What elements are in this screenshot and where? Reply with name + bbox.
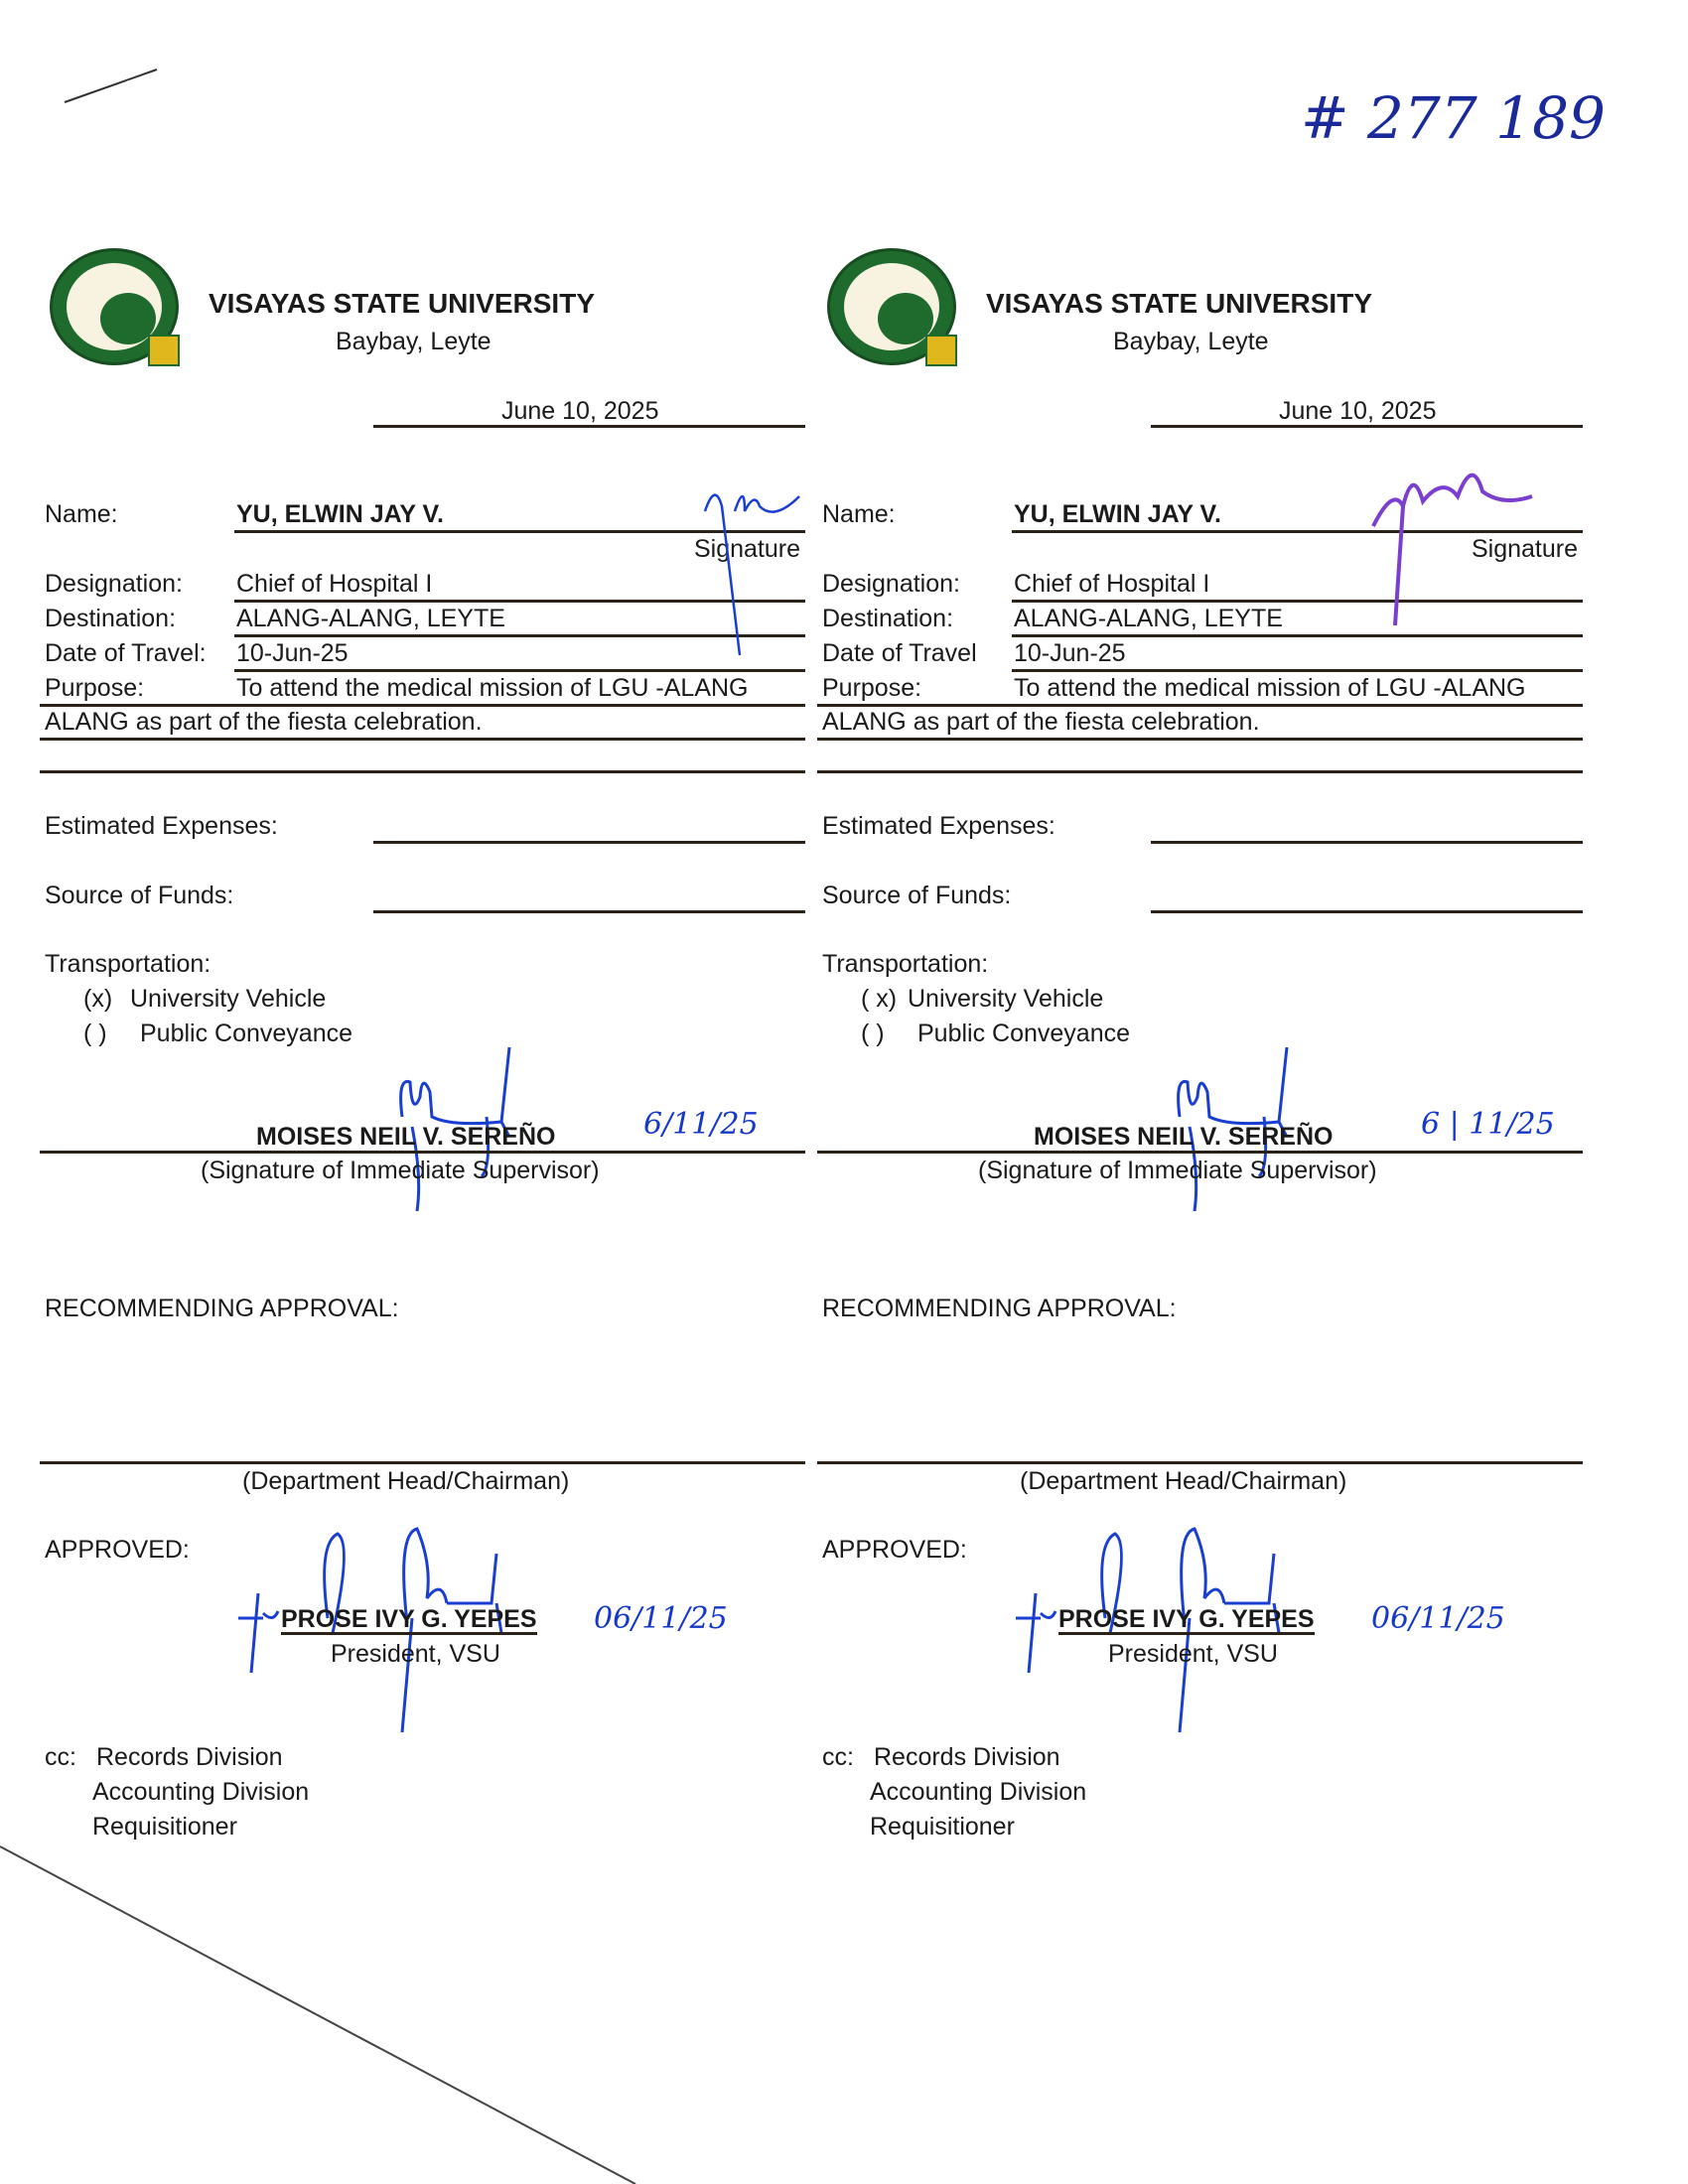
supervisor-caption: (Signature of Immediate Supervisor) — [201, 1157, 600, 1184]
destination-value: ALANG-ALANG, LEYTE — [1014, 605, 1283, 632]
university-location: Baybay, Leyte — [336, 328, 492, 355]
university-vehicle-label: University Vehicle — [130, 985, 327, 1013]
transportation-label: Transportation: — [822, 950, 989, 978]
divider — [40, 704, 805, 707]
travel-order-copy-right — [777, 0, 1592, 2184]
name-label: Name: — [45, 500, 118, 528]
department-head-signature-line — [817, 1461, 1583, 1464]
recommending-approval-label: RECOMMENDING APPROVAL: — [822, 1295, 1177, 1322]
divider — [40, 1151, 805, 1154]
public-conveyance-label: Public Conveyance — [140, 1020, 353, 1047]
purpose-line-1: To attend the medical mission of LGU -ALANG — [236, 676, 749, 701]
approved-label: APPROVED: — [822, 1536, 967, 1564]
president-sign-date: 06/11/25 — [594, 1601, 728, 1636]
cc-item: Accounting Division — [870, 1778, 1087, 1806]
university-vehicle-label: University Vehicle — [908, 985, 1104, 1013]
destination-label: Destination: — [822, 605, 954, 632]
purpose-line-1: To attend the medical mission of LGU -ALANG — [1014, 676, 1526, 701]
university-location: Baybay, Leyte — [1113, 328, 1269, 355]
source-of-funds-label: Source of Funds: — [822, 882, 1012, 909]
university-seal-logo — [827, 248, 956, 365]
estimated-expenses-field — [1151, 841, 1583, 844]
date-of-travel-label: Date of Travel: — [45, 639, 207, 667]
divider — [40, 738, 805, 741]
designation-value: Chief of Hospital I — [236, 570, 433, 598]
department-head-caption: (Department Head/Chairman) — [242, 1467, 570, 1495]
president-title: President, VSU — [1108, 1640, 1278, 1668]
handwritten-control-number: # 277 189 — [1301, 84, 1606, 152]
travel-order-copy-left — [0, 0, 814, 2184]
public-conveyance-label: Public Conveyance — [917, 1020, 1131, 1047]
supervisor-caption: (Signature of Immediate Supervisor) — [978, 1157, 1377, 1184]
cc-item: Records Division — [96, 1743, 283, 1771]
cc-item: Requisitioner — [92, 1813, 237, 1841]
university-vehicle-checkbox: (x) — [83, 985, 113, 1013]
divider — [817, 704, 1583, 707]
estimated-expenses-label: Estimated Expenses: — [822, 812, 1055, 840]
designation-label: Designation: — [45, 570, 183, 598]
supervisor-sign-date: 6/11/25 — [643, 1107, 759, 1142]
estimated-expenses-label: Estimated Expenses: — [45, 812, 278, 840]
source-of-funds-field — [373, 910, 805, 913]
transportation-label: Transportation: — [45, 950, 211, 978]
divider — [817, 1151, 1583, 1154]
president-name: PROSE IVY G. YEPES — [281, 1605, 537, 1633]
cc-item: Records Division — [874, 1743, 1060, 1771]
name-label: Name: — [822, 500, 896, 528]
university-seal-logo — [50, 248, 179, 365]
destination-label: Destination: — [45, 605, 177, 632]
university-name: VISAYAS STATE UNIVERSITY — [209, 288, 595, 319]
purpose-label: Purpose: — [822, 674, 922, 702]
source-of-funds-label: Source of Funds: — [45, 882, 234, 909]
divider — [373, 425, 805, 428]
purpose-label: Purpose: — [45, 674, 145, 702]
form-date: June 10, 2025 — [1279, 397, 1437, 425]
date-of-travel-label: Date of Travel — [822, 639, 977, 667]
source-of-funds-field — [1151, 910, 1583, 913]
name-value: YU, ELWIN JAY V. — [1014, 500, 1221, 528]
destination-value: ALANG-ALANG, LEYTE — [236, 605, 505, 632]
designation-value: Chief of Hospital I — [1014, 570, 1210, 598]
department-head-caption: (Department Head/Chairman) — [1020, 1467, 1347, 1495]
divider — [1012, 669, 1583, 672]
public-conveyance-checkbox: ( ) — [861, 1020, 885, 1047]
divider — [817, 770, 1583, 773]
date-of-travel-value: 10-Jun-25 — [1014, 639, 1126, 667]
approved-label: APPROVED: — [45, 1536, 190, 1564]
president-title: President, VSU — [331, 1640, 500, 1668]
university-vehicle-checkbox: ( x) — [861, 985, 898, 1013]
purpose-line-2: ALANG as part of the fiesta celebration. — [45, 708, 483, 736]
cc-label: cc: — [822, 1743, 854, 1771]
cc-item: Requisitioner — [870, 1813, 1015, 1841]
university-name: VISAYAS STATE UNIVERSITY — [986, 288, 1372, 319]
recommending-approval-label: RECOMMENDING APPROVAL: — [45, 1295, 399, 1322]
divider — [234, 669, 805, 672]
divider — [40, 770, 805, 773]
form-date: June 10, 2025 — [501, 397, 659, 425]
supervisor-sign-date: 6 | 11/25 — [1421, 1107, 1555, 1142]
estimated-expenses-field — [373, 841, 805, 844]
president-name: PROSE IVY G. YEPES — [1058, 1605, 1315, 1633]
cc-label: cc: — [45, 1743, 76, 1771]
department-head-signature-line — [40, 1461, 805, 1464]
supervisor-name: MOISES NEIL V. SEREÑO — [256, 1123, 556, 1151]
traveler-signature — [1363, 427, 1562, 635]
name-value: YU, ELWIN JAY V. — [236, 500, 444, 528]
supervisor-name: MOISES NEIL V. SEREÑO — [1034, 1123, 1334, 1151]
signature-label: Signature — [1471, 535, 1578, 563]
date-of-travel-value: 10-Jun-25 — [236, 639, 349, 667]
purpose-line-2: ALANG as part of the fiesta celebration. — [822, 708, 1260, 736]
divider — [817, 738, 1583, 741]
public-conveyance-checkbox: ( ) — [83, 1020, 107, 1047]
cc-item: Accounting Division — [92, 1778, 310, 1806]
signature-label: Signature — [693, 535, 800, 563]
president-sign-date: 06/11/25 — [1371, 1601, 1505, 1636]
designation-label: Designation: — [822, 570, 960, 598]
